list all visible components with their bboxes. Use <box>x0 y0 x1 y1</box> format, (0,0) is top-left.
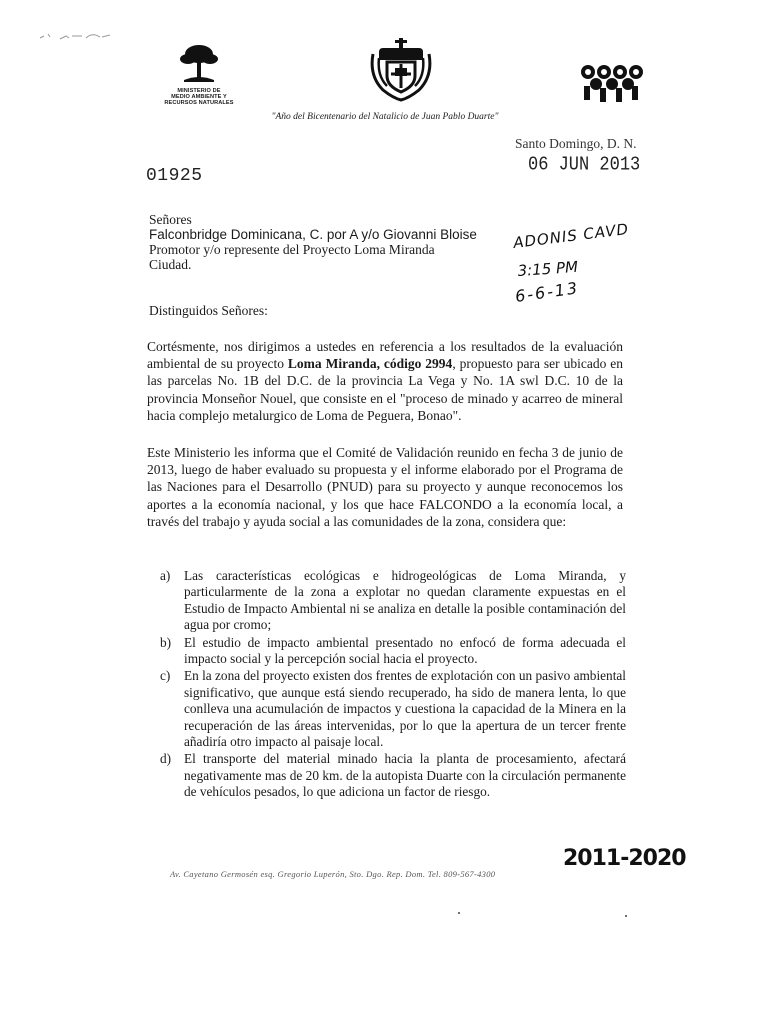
ministry-logo <box>160 40 238 106</box>
list-text: En la zona del proyecto existen dos frentes de explotación con un pasivo ambiental significativo, que aunque está siendo recuperado, ha sido de manera lenta, lo que conlleva una acumulación de impactos y cuestiona la capacidad de la Minera en la recuperación de las áreas intervenidas, por lo que la apertura de un tercer frente añadiría otro impacto al paisaje local. <box>184 668 626 750</box>
tree-icon <box>174 40 224 86</box>
recipient-line-3: Promotor y/o represente del Proyecto Loma Miranda <box>149 242 435 257</box>
recipient-address <box>149 212 509 272</box>
decade-stamp-text: 2011-2020 <box>563 846 686 871</box>
handwritten-line-1: ADONIS CAVD <box>512 219 630 252</box>
handwritten-line-2: 3:15 PM <box>517 257 579 280</box>
paragraph-1-part-a: Cortésmente, nos dirigimos a ustedes en referencia a los resultados de la evaluación ambiental de su proyecto <box>147 339 623 372</box>
recipient-line-4: Ciudad. <box>149 257 192 272</box>
scan-dot <box>625 915 627 917</box>
paragraph-1-part-c: , propuesto para ser ubicado en las parcelas No. 1B del D.C. de la provincia La Vega y No. 1A swl D.C. 10 de la provincia Monseñor Nouel, que consiste en el "proceso de minado y acarreo de mineral hacia complejo metalurgico de Loma de Peguera, Bonao". <box>147 356 623 423</box>
ministry-name: MINISTERIO DE MEDIO AMBIENTE Y RECURSOS NATURALES <box>164 88 234 106</box>
list-text: El transporte del material minado hacia la planta de procesamiento, afectará negativamente mas de 20 km. de la autopista Duarte con la circulación permanente de vehículos pesados, lo que adiciona un factor de riesgo. <box>184 751 626 800</box>
paragraph-2: Este Ministerio les informa que el Comité de Validación reunido en fecha 3 de junio de 2013, luego de haber evaluado su propuesta y el informe elaborado por el Programa de las Naciones para el Desarrollo (PNUD) para su proyecto y aunque reconocemos los aportes a la economía nacional, y los que hace FALCONDO a la economía local, a través del trabajo y ayuda social a las comunidades de la zona, considera que: <box>147 445 623 529</box>
header-motto: "Año del Bicentenario del Natalicio de Juan Pablo Duarte" <box>271 112 499 122</box>
list-item <box>160 751 626 800</box>
bicentennial-emblem <box>578 62 646 111</box>
list-marker: b) <box>160 634 172 650</box>
footer-address: Av. Cayetano Germosén esq. Gregorio Luperón, Sto. Dgo. Rep. Dom. Tel. 809-567-4300 <box>170 869 496 879</box>
recipient-line-1: Señores <box>149 212 192 227</box>
recipient-line-2: Falconbridge Dominicana, C. por A y/o Giovanni Bloise <box>149 227 477 242</box>
decade-stamp <box>563 844 686 871</box>
list-marker: c) <box>160 668 171 684</box>
list-item <box>160 635 626 668</box>
coat-of-arms-icon <box>365 34 437 107</box>
handwritten-line-3: 6-6-13 <box>513 278 581 306</box>
document-number: 01925 <box>146 166 203 186</box>
handwritten-receipt-note <box>512 219 692 310</box>
findings-list <box>160 568 626 802</box>
list-item <box>160 668 626 750</box>
list-text: Las características ecológicas e hidrogeológicas de Loma Miranda, y particularmente de la zona a explotar no quedan claramente expuestas en el Estudio de Impacto Ambiental ni se analiza en detalle la posible contaminación del agua por cromo; <box>184 568 626 633</box>
letter-place: Santo Domingo, D. N. <box>515 136 637 151</box>
letter-date-stamp: 06 JUN 2013 <box>528 154 641 177</box>
scan-dot <box>458 912 460 914</box>
list-text: El estudio de impacto ambiental presentado no enfocó de forma adecuada el impacto social y la percepción social hacia el proyecto. <box>184 634 626 667</box>
paragraph-1-project: Loma Miranda, código 2994 <box>287 356 453 372</box>
paragraph-1 <box>147 338 623 424</box>
list-marker: a) <box>160 568 171 583</box>
list-item <box>160 568 626 634</box>
list-marker: d) <box>160 751 172 767</box>
scan-speck-marks <box>38 30 118 44</box>
greeting: Distinguidos Señores: <box>149 303 268 318</box>
